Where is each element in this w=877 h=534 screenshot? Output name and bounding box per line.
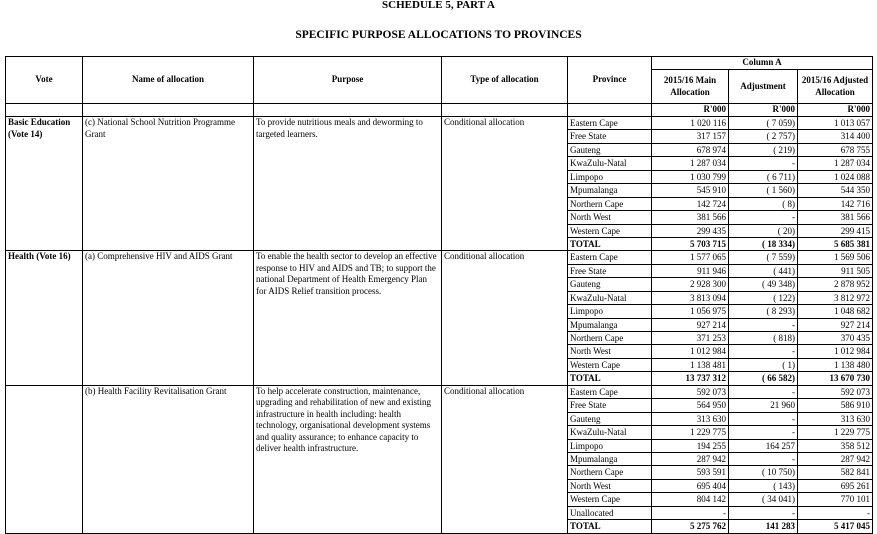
adjusted-value: 358 512 [798,440,872,453]
allocation-row [6,251,873,385]
province-name: Unallocated [568,507,651,520]
province-name: Limpopo [568,305,651,318]
header-vote: Vote [6,57,83,104]
header-type: Type of allocation [442,57,568,104]
allocation-purpose: To provide nutritious meals and deworming to targeted learners. [254,117,442,251]
main-value: 317 157 [652,130,728,143]
main-values [652,385,729,533]
province-name: Free State [568,399,651,412]
adj-value: 164 257 [729,440,797,453]
adj-values [729,251,798,385]
adjusted-value: 544 350 [798,184,872,197]
province-name: Eastern Cape [568,386,651,399]
adjusted-value: 1 569 506 [798,251,872,264]
allocation-type: Conditional allocation [442,385,568,533]
adjusted-value: 695 261 [798,480,872,493]
province-name: Northern Cape [568,332,651,345]
adjusted-value: 927 214 [798,319,872,332]
province-name: Free State [568,130,651,143]
unit-main: R'000 [652,104,729,117]
adj-value: - [729,413,797,426]
adj-value: ( 49 348) [729,278,797,291]
adj-value: 21 960 [729,399,797,412]
main-value: 142 724 [652,198,728,211]
main-value: 927 214 [652,319,728,332]
unit-adjusted: R'000 [798,104,873,117]
adj-value: ( 10 750) [729,466,797,479]
allocation-type: Conditional allocation [442,117,568,251]
adj-value: 141 283 [765,521,795,532]
document-subtitle: SPECIFIC PURPOSE ALLOCATIONS TO PROVINCES [295,29,582,41]
header-name: Name of allocation [83,57,254,104]
province-name: Gauteng [568,413,651,426]
main-value: 695 404 [652,480,728,493]
adj-value: ( 20) [729,225,797,238]
main-value: 371 253 [652,332,728,345]
adj-value: - [729,507,797,520]
adjusted-value: 13 670 730 [829,373,871,384]
adj-value: ( 8) [729,198,797,211]
adjusted-values [798,385,873,533]
adjusted-value: 142 716 [798,198,872,211]
adjusted-value: 3 812 972 [798,292,872,305]
adjusted-value: 5 417 045 [834,521,871,532]
adj-value: - [729,386,797,399]
province-name: TOTAL [570,238,601,249]
province-name: KwaZulu-Natal [568,426,651,439]
main-value: 678 974 [652,144,728,157]
main-value: 592 073 [652,386,728,399]
main-value: 2 928 300 [652,278,728,291]
adjusted-value: 1 048 682 [798,305,872,318]
province-name: Eastern Cape [568,251,651,264]
adjusted-value: 678 755 [798,144,872,157]
adj-value: ( 7 059) [729,117,797,130]
province-list [568,117,652,251]
allocation-purpose: To enable the health sector to develop an effective response to HIV and AIDS and TB; to support the national Department of Health Emergency Plan for AIDS Relief transition process. [254,251,442,385]
schedule-title: SCHEDULE 5, PART A [382,0,495,11]
adjusted-value: 1 138 480 [798,359,872,372]
adj-value: ( 122) [729,292,797,305]
header-purpose: Purpose [254,57,442,104]
allocation-row [6,117,873,251]
main-value: 1 577 065 [652,251,728,264]
province-name: Gauteng [568,144,651,157]
main-value: 1 138 481 [652,359,728,372]
adjusted-value: 381 566 [798,211,872,224]
main-value: 5 275 762 [690,521,726,532]
unit-adj: R'000 [729,104,798,117]
adj-value: ( 7 559) [729,251,797,264]
adjusted-value: 314 400 [798,130,872,143]
main-value: 194 255 [652,440,728,453]
adjusted-value: - [798,507,872,520]
header-main-allocation: 2015/16 Main Allocation [652,70,729,104]
province-name: Northern Cape [568,466,651,479]
province-name: North West [568,480,651,493]
adjusted-value: 911 505 [798,265,872,278]
adjusted-value: 287 942 [798,453,872,466]
adjusted-value: 1 013 057 [798,117,872,130]
province-name: Eastern Cape [568,117,651,130]
province-name: Western Cape [568,225,651,238]
adj-value: ( 219) [729,144,797,157]
adj-value: ( 8 293) [729,305,797,318]
main-value: 593 591 [652,466,728,479]
adj-value: - [729,211,797,224]
adjusted-value: 1 012 984 [798,345,872,358]
adjusted-value: 586 910 [798,399,872,412]
vote-cell: Health (Vote 16) [6,251,83,385]
main-value: 1 287 034 [652,157,728,170]
adjusted-values [798,251,873,385]
main-value: 1 030 799 [652,171,728,184]
adj-value: ( 6 711) [729,171,797,184]
main-value: 804 142 [652,493,728,506]
allocation-name: (b) Health Facility Revitalisation Grant [83,385,254,533]
main-value: 545 910 [652,184,728,197]
adjusted-value: 582 841 [798,466,872,479]
allocation-row [6,385,873,533]
adj-value: - [729,453,797,466]
adj-values [729,117,798,251]
main-value: 3 813 094 [652,292,728,305]
main-value: 313 630 [652,413,728,426]
province-list [568,385,652,533]
main-value: 287 942 [652,453,728,466]
adjusted-value: 299 415 [798,225,872,238]
province-name: Western Cape [568,359,651,372]
header-adjusted-allocation: 2015/16 Adjusted Allocation [798,70,873,104]
adj-value: - [729,426,797,439]
province-name: Western Cape [568,493,651,506]
province-name: KwaZulu-Natal [568,292,651,305]
main-value: 5 703 715 [690,238,726,249]
adj-values [729,385,798,533]
province-name: Mpumalanga [568,453,651,466]
adjusted-value: 770 101 [798,493,872,506]
province-name: Free State [568,265,651,278]
province-name: Limpopo [568,440,651,453]
province-name: Mpumalanga [568,319,651,332]
province-name: KwaZulu-Natal [568,157,651,170]
main-value: 564 950 [652,399,728,412]
province-name: North West [568,211,651,224]
main-value: 1 020 116 [652,117,728,130]
adjusted-values [798,117,873,251]
allocations-table [5,56,873,534]
adjusted-value: 370 435 [798,332,872,345]
province-name: TOTAL [570,373,601,384]
adj-value: ( 18 334) [762,238,795,249]
main-values [652,117,729,251]
main-value: 911 946 [652,265,728,278]
adjusted-value: 592 073 [798,386,872,399]
header-column-a: Column A [652,57,873,70]
province-name: Limpopo [568,171,651,184]
adj-value: ( 143) [729,480,797,493]
adjusted-value: 1 229 775 [798,426,872,439]
main-value: 1 229 775 [652,426,728,439]
header-adjustment: Adjustment [729,70,798,104]
adj-value: ( 818) [729,332,797,345]
province-name: Northern Cape [568,198,651,211]
main-value: 299 435 [652,225,728,238]
main-value: - [652,507,728,520]
province-name: Gauteng [568,278,651,291]
province-name: Mpumalanga [568,184,651,197]
province-name: North West [568,345,651,358]
adj-value: ( 441) [729,265,797,278]
allocation-type: Conditional allocation [442,251,568,385]
allocation-name: (c) National School Nutrition Programme Grant [83,117,254,251]
adjusted-value: 2 878 952 [798,278,872,291]
allocation-purpose: To help accelerate construction, maintenance, upgrading and rehabilitation of new and existing infrastructure in health including: health technology, organisational development systems and quality assurance; to enhance capacity to deliver health infrastructure. [254,385,442,533]
adjusted-value: 1 024 088 [798,171,872,184]
adjusted-value: 5 685 381 [834,238,871,249]
adj-value: - [729,157,797,170]
main-value: 1 056 975 [652,305,728,318]
allocation-name: (a) Comprehensive HIV and AIDS Grant [83,251,254,385]
main-value: 381 566 [652,211,728,224]
main-value: 1 012 984 [652,345,728,358]
main-value: 13 737 312 [685,373,726,384]
adj-value: ( 1) [729,359,797,372]
adj-value: - [729,319,797,332]
vote-cell [6,385,83,533]
main-values [652,251,729,385]
adj-value: ( 2 757) [729,130,797,143]
adjusted-value: 313 630 [798,413,872,426]
province-name: TOTAL [570,521,601,532]
adj-value: ( 34 041) [729,493,797,506]
province-list [568,251,652,385]
adj-value: ( 66 582) [762,373,795,384]
adjusted-value: 1 287 034 [798,157,872,170]
adj-value: ( 1 560) [729,184,797,197]
header-province: Province [568,57,652,104]
adj-value: - [729,345,797,358]
vote-cell: Basic Education (Vote 14) [6,117,83,251]
